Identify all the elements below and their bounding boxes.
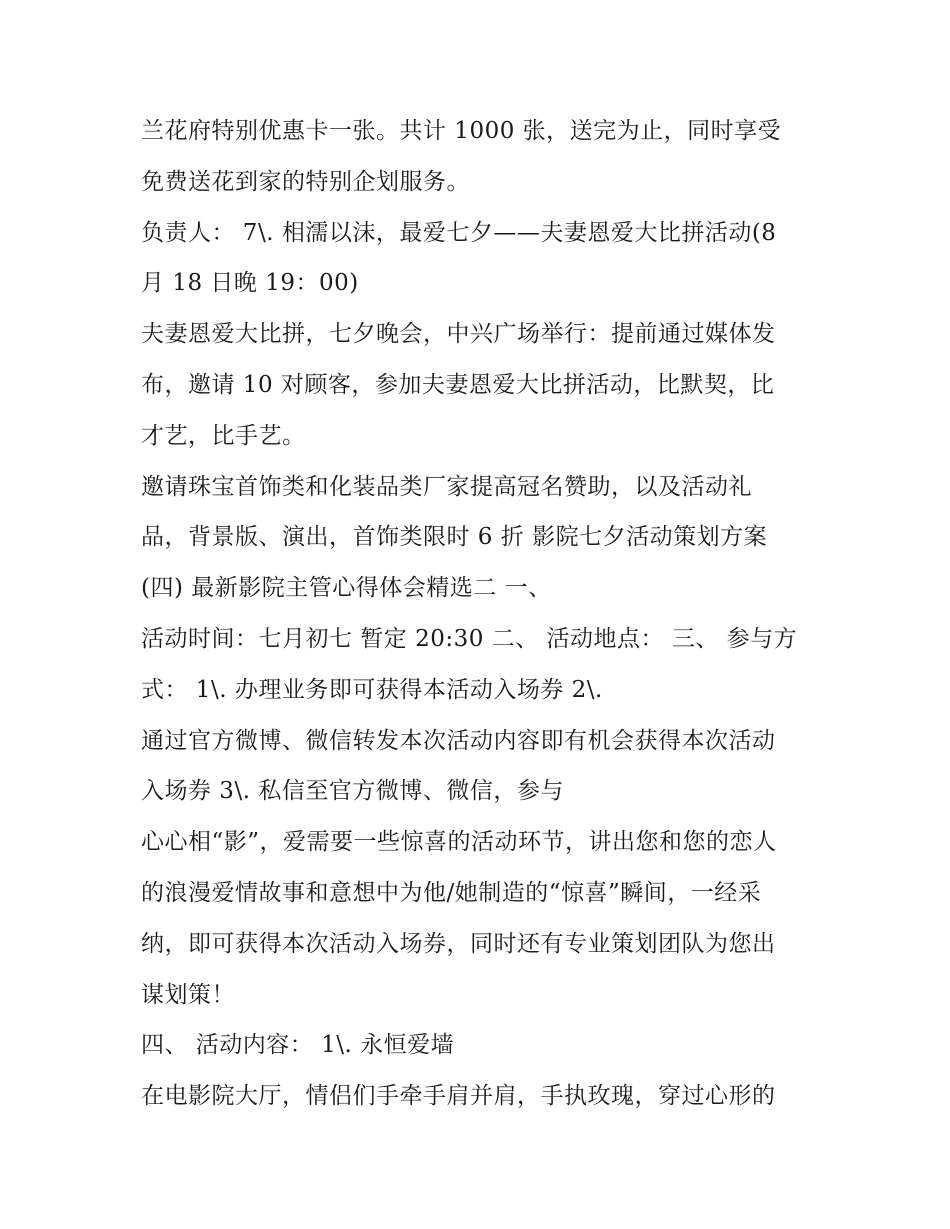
text-line: 四、 活动内容： 1\. 永恒爱墙 [141, 1032, 455, 1059]
text-line: 纳，即可获得本次活动入场券，同时还有专业策划团队为您出 [141, 930, 776, 957]
text-line: 布，邀请 10 对顾客，参加夫妻恩爱大比拼活动，比默契，比 [141, 371, 775, 398]
text-line: 负责人： 7\. 相濡以沫，最爱七夕——夫妻恩爱大比拼活动(8 [141, 219, 777, 246]
text-line: (四) 最新影院主管心得体会精选二 一、 [141, 575, 552, 602]
text-line: 入场券 3\. 私信至官方微博、微信，参与 [141, 778, 564, 805]
text-line: 式： 1\. 办理业务即可获得本活动入场券 2\. [141, 676, 603, 703]
text-line: 邀请珠宝首饰类和化装品类厂家提高冠名赞助，以及活动礼 [141, 473, 752, 500]
text-line: 月 18 日晚 19：00) [141, 270, 359, 297]
text-line: 免费送花到家的特别企划服务。 [141, 168, 470, 195]
text-line: 心心相“影”，爱需要一些惊喜的活动环节，讲出您和您的恋人 [141, 829, 777, 856]
text-line: 才艺，比手艺。 [141, 422, 306, 449]
text-line: 的浪漫爱情故事和意想中为他/她制造的“惊喜”瞬间，一经采 [141, 879, 762, 906]
text-line: 谋划策！ [141, 981, 235, 1008]
text-line: 活动时间：七月初七 暂定 20:30 二、 活动地点： 三、 参与方 [141, 625, 798, 652]
document-body [141, 106, 831, 1122]
text-line: 品，背景版、演出，首饰类限时 6 折 影院七夕活动策划方案 [141, 524, 768, 551]
text-line: 夫妻恩爱大比拼，七夕晚会，中兴广场举行：提前通过媒体发 [141, 321, 776, 348]
text-line: 兰花府特别优惠卡一张。共计 1000 张，送完为止，同时享受 [141, 118, 782, 144]
text-line: 在电影院大厅，情侣们手牵手肩并肩，手执玫瑰，穿过心形的 [141, 1083, 776, 1110]
text-line: 通过官方微博、微信转发本次活动内容即有机会获得本次活动 [141, 727, 776, 754]
